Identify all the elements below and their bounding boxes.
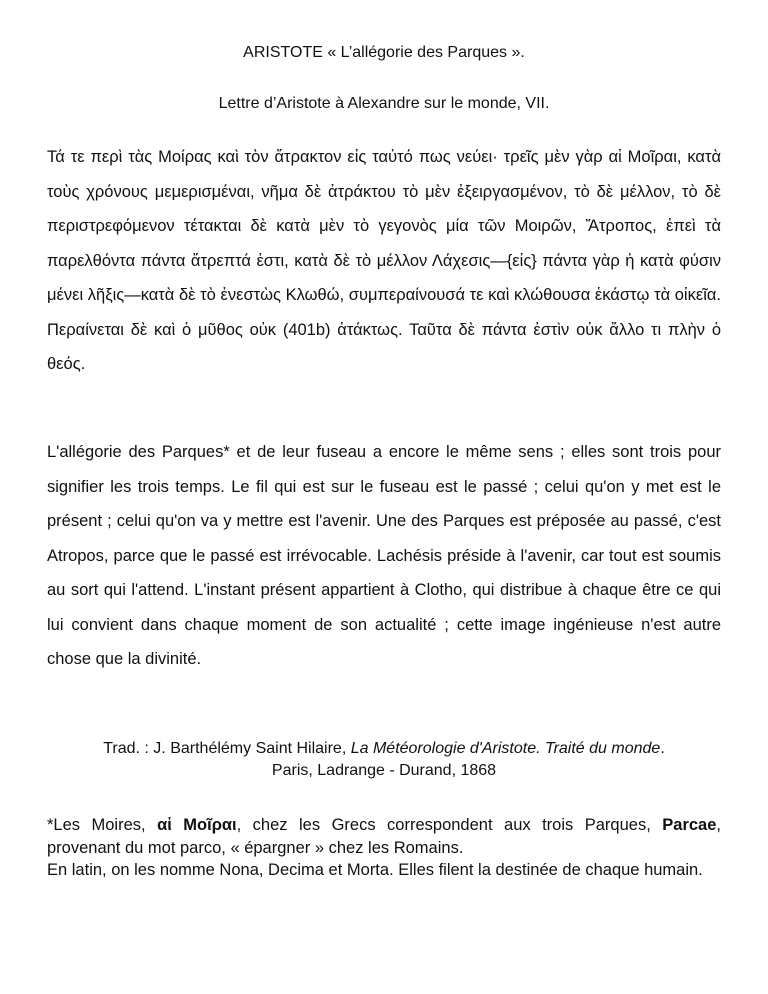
translation-work-title: La Météorologie d'Aristote. Traité du monde — [350, 740, 661, 757]
footnote-greek-term: αἱ Μοῖραι — [157, 816, 237, 834]
footnote-second-line: En latin, on les nomme Nona, Decima et Morta. Elles filent la destinée de chaque humain. — [47, 861, 703, 879]
translation-publication: Paris, Ladrange - Durand, 1868 — [271, 762, 497, 779]
footnote-part2: , chez les Grecs correspondent aux trois Parques, — [236, 816, 663, 834]
footnote — [47, 814, 721, 882]
greek-original-text: Τά τε περὶ τὰς Μοίρας καὶ τὸν ἄτρακτον εἰς ταὐτό πως νεύει· τρεῖς μὲν γὰρ αἱ Μοῖραι, κατὰ τοὺς χρόνους μεμερισμέναι, νῆμα δὲ ἀτράκτου τὸ μὲν ἐξειργασμένον, τὸ δὲ μέλλον, τὸ δὲ περιστρεφόμενον τέτακται δὲ κατὰ μὲν τὸ γεγονὸς μία τῶν Μοιρῶν, Ἄτροπος, ἐπεὶ τὰ παρελθόντα πάντα ἄτρεπτά ἐστι, κατὰ δὲ τὸ μέλλον Λάχεσις—{εἰς} πάντα γὰρ ἡ κατὰ φύσιν μένει λῆξις—κατὰ δὲ τὸ ἐνεστὼς Κλωθώ, συμπεραίνουσά τε καὶ κλώθουσα ἑκάστῳ τὰ οἰκεῖα. Περαίνεται δὲ καὶ ὁ μῦθος οὐκ (401b) ἀτάκτως. Ταῦτα δὲ πάντα ἐστὶν οὐκ ἄλλο τι πλὴν ὁ θεός. — [47, 148, 721, 373]
document-title: ARISTOTE « L’allégorie des Parques ». — [243, 44, 525, 61]
footnote-part1: *Les Moires, — [47, 816, 158, 834]
document-subtitle: Lettre d’Aristote à Alexandre sur le monde, VII. — [218, 95, 550, 112]
footnote-part3: , provenant du mot parco, « épargner » chez les Romains. — [47, 816, 721, 857]
translation-credit-prefix: Trad. : J. Barthélémy Saint Hilaire, — [103, 740, 351, 757]
translation-credit — [47, 738, 721, 782]
footnote-latin-term: Parcae — [662, 816, 717, 834]
footnote-paragraph — [47, 814, 721, 859]
french-translation-text: L'allégorie des Parques* et de leur fuseau a encore le même sens ; elles sont trois pour signifier les trois temps. Le fil qui est sur le fuseau est le passé ; celui qu'on y met est le présent ; celui qu'on va y mettre est l'avenir. Une des Parques est préposée au passé, c'est Atropos, parce que le passé est irrévocable. Lachésis préside à l'avenir, car tout est soumis au sort qui l'attend. L'instant présent appartient à Clotho, qui distribue à chaque être ce qui lui convient dans chaque moment de son actualité ; cette image ingénieuse n'est autre chose que la divinité. — [47, 443, 721, 668]
translation-credit-suffix: . — [660, 740, 665, 757]
